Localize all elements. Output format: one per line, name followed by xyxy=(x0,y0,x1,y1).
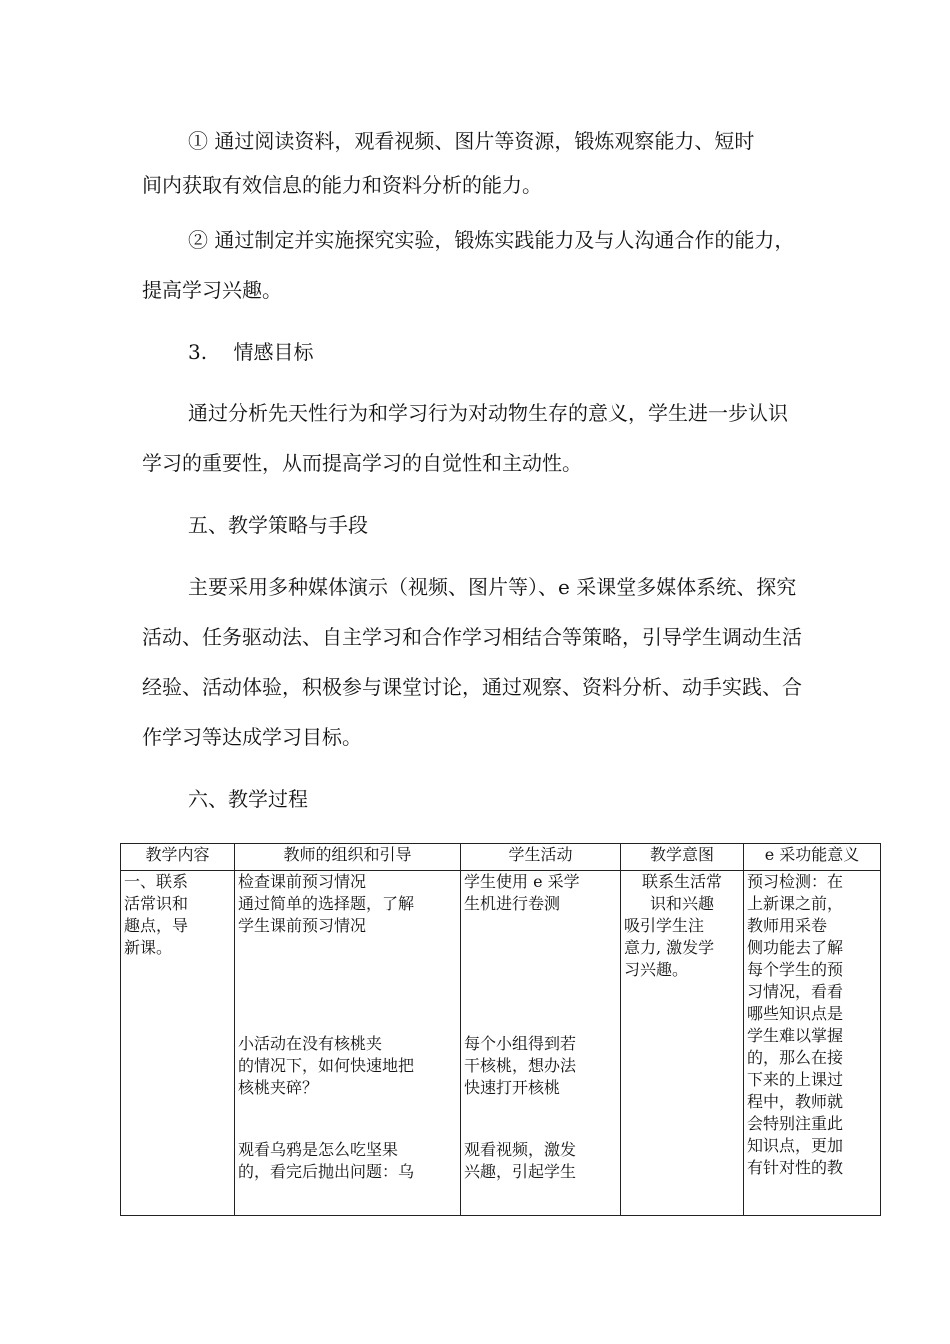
paragraph-line: 活动、任务驱动法、自主学习和合作学习相结合等策略，引导学生调动生活 xyxy=(142,625,802,649)
cell-line: 兴趣，引起学生 xyxy=(464,1162,577,1181)
cell-line: 习情况，看看 xyxy=(747,982,844,1001)
cell-line: 的，那么在接 xyxy=(747,1048,844,1067)
cell-line: 哪些知识点是 xyxy=(747,1004,844,1023)
cell-line: 一、联系 xyxy=(124,872,189,891)
cell-line: 习兴趣。 xyxy=(624,960,689,979)
cell-line: 联系生活常 xyxy=(641,872,722,891)
paragraph-line: 通过分析先天性行为和学习行为对动物生存的意义，学生进一步认识 xyxy=(188,401,788,425)
paragraph-line: 提高学习兴趣。 xyxy=(142,278,282,302)
section-heading: 六、教学过程 xyxy=(188,787,308,811)
header-cell: e 采功能意义 xyxy=(744,844,881,871)
paragraph-line: 作学习等达成学习目标。 xyxy=(142,725,362,749)
cell-line: 有针对性的教 xyxy=(747,1158,844,1177)
cell-line: 趣点，导 xyxy=(124,916,189,935)
cell-line: 检查课前预习情况 xyxy=(238,872,367,891)
content-cell xyxy=(121,871,235,1216)
cell-line: 知识点，更加 xyxy=(747,1136,844,1155)
cell-line: 小活动在没有核桃夹 xyxy=(238,1034,383,1053)
cell-line: 干核桃，想办法 xyxy=(464,1056,577,1075)
cell-line: 学生使用 e 采学 xyxy=(464,872,580,891)
cell-line: 上新课之前， xyxy=(747,894,844,913)
cell-line: 学生难以掌握 xyxy=(747,1026,844,1045)
cell-line: 下来的上课过 xyxy=(747,1070,844,1089)
teaching-intent-cell xyxy=(621,871,744,1216)
header-cell: 学生活动 xyxy=(461,844,621,871)
student-activity-cell xyxy=(461,871,621,1216)
section-heading: 五、教学策略与手段 xyxy=(188,513,368,537)
cell-line: 观看乌鸦是怎么吃坚果 xyxy=(238,1140,399,1159)
teaching-process-table xyxy=(120,843,881,1216)
header-cell: 教学意图 xyxy=(621,844,744,871)
cell-line: 会特别注重此 xyxy=(747,1114,844,1133)
cell-line: 侧功能去了解 xyxy=(747,938,844,957)
cell-line: 生机进行卷测 xyxy=(464,894,561,913)
cell-line: 每个小组得到若 xyxy=(464,1034,577,1053)
cell-line: 程中，教师就 xyxy=(747,1092,844,1111)
cell-line: 观看视频，激发 xyxy=(464,1140,577,1159)
cell-line: 快速打开核桃 xyxy=(464,1078,561,1097)
cell-line: 教师用采卷 xyxy=(747,916,828,935)
cell-line: 学生课前预习情况 xyxy=(238,916,367,935)
teacher-guidance-cell xyxy=(235,871,461,1216)
cell-line: 吸引学生注 xyxy=(624,916,705,935)
e-cai-function-cell xyxy=(744,871,881,1216)
paragraph-line: 学习的重要性，从而提高学习的自觉性和主动性。 xyxy=(142,451,582,475)
table-row xyxy=(121,871,881,1216)
paragraph-line: 主要采用多种媒体演示（视频、图片等）、e 采课堂多媒体系统、探究 xyxy=(188,575,797,599)
paragraph-line: 经验、活动体验，积极参与课堂讨论，通过观察、资料分析、动手实践、合 xyxy=(142,675,802,699)
cell-line: 预习检测：在 xyxy=(747,872,844,891)
section-heading: 3. 情感目标 xyxy=(188,340,314,364)
cell-line: 的，看完后抛出问题：乌 xyxy=(238,1162,415,1181)
cell-line: 意力, 激发学 xyxy=(624,938,715,957)
cell-line: 通过简单的选择题，了解 xyxy=(238,894,415,913)
cell-line: 的情况下，如何快速地把 xyxy=(238,1056,415,1075)
header-cell: 教师的组织和引导 xyxy=(235,844,461,871)
cell-line: 新课。 xyxy=(124,938,173,957)
cell-line: 每个学生的预 xyxy=(747,960,844,979)
table-header-row xyxy=(121,844,881,871)
cell-line: 核桃夹碎？ xyxy=(238,1078,319,1097)
paragraph-line: ① 通过阅读资料，观看视频、图片等资源，锻炼观察能力、短时 xyxy=(188,129,755,153)
paragraph-line: ② 通过制定并实施探究实验，锻炼实践能力及与人沟通合作的能力， xyxy=(188,228,795,252)
paragraph-line: 间内获取有效信息的能力和资料分析的能力。 xyxy=(142,173,542,197)
header-cell: 教学内容 xyxy=(121,844,235,871)
cell-line: 活常识和 xyxy=(124,894,189,913)
cell-line: 识和兴趣 xyxy=(649,894,714,913)
